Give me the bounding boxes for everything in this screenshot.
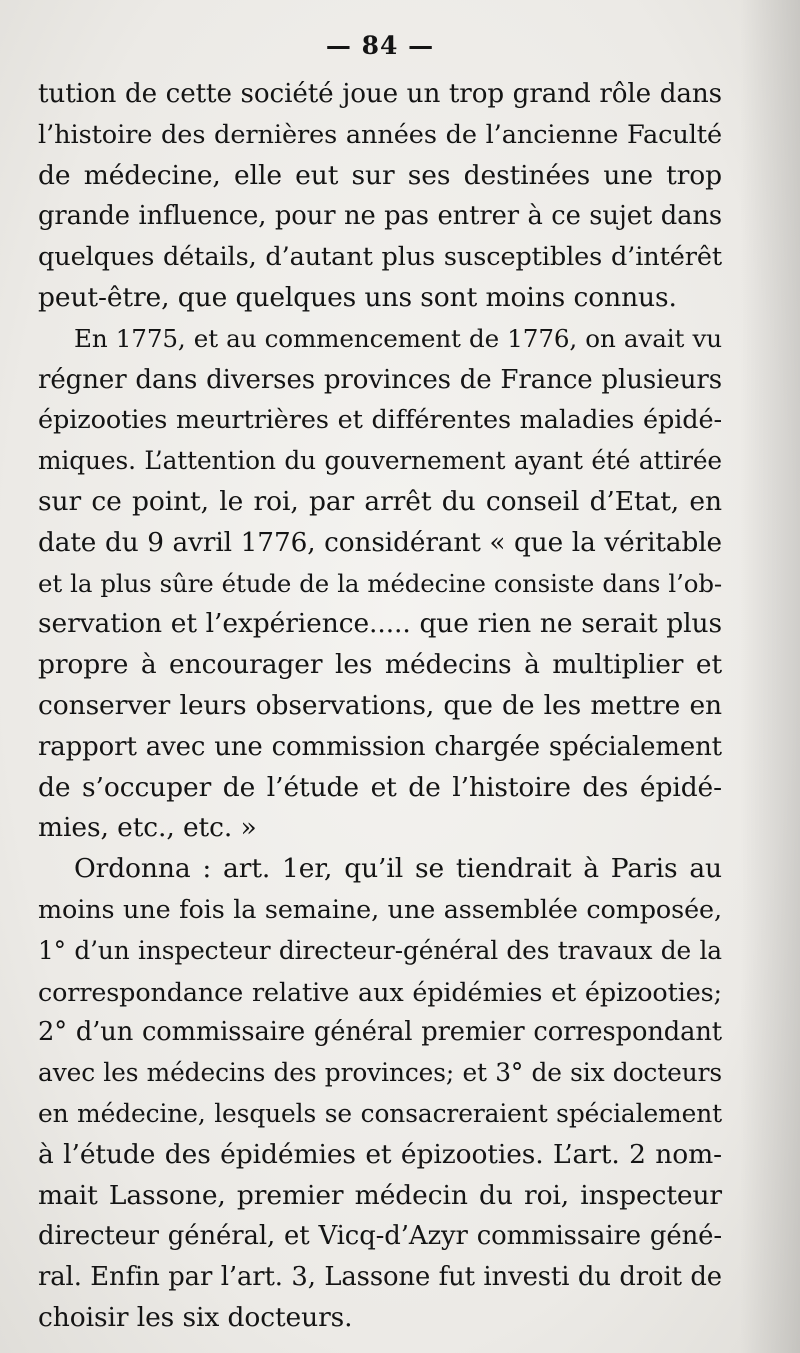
text-line: et la plus sûre étude de la médecine consiste dans l’ob- [38, 568, 722, 598]
text-line: avec les médecins des provinces; et 3° de six docteurs [38, 1058, 722, 1088]
text-line: mait Lassone, premier médecin du roi, inspecteur [38, 1179, 722, 1211]
text-line: En 1775, et au commencement de 1776, on avait vu [74, 323, 722, 353]
text-line: miques. L’attention du gouvernement ayant été attirée [38, 446, 722, 476]
text-line: ral. Enfin par l’art. 3, Lassone fut investi du droit de [38, 1262, 722, 1293]
body-text [38, 74, 722, 1339]
text-line: moins une fois la semaine, une assemblée composée, [38, 894, 722, 925]
text-line: quelques détails, d’autant plus susceptibles d’intérêt [38, 242, 722, 273]
text-line: de médecine, elle eut sur ses destinées une trop [38, 159, 722, 191]
text-line: sur ce point, le roi, par arrêt du conseil d’Etat, en [38, 485, 722, 517]
text-line: directeur général, et Vicq-d’Azyr commissaire géné- [38, 1221, 722, 1252]
text-line: peut-être, que quelques uns sont moins connus. [38, 281, 677, 313]
text-line: servation et l’expérience..... que rien ne serait plus [38, 608, 722, 640]
text-line: Ordonna : art. 1er, qu’il se tiendrait à Paris au [74, 853, 722, 885]
text-line: 2° d’un commissaire général premier correspondant [38, 1017, 722, 1048]
text-line: date du 9 avril 1776, considérant « que la véritable [38, 527, 722, 558]
text-line: 1° d’un inspecteur directeur-général des travaux de la [38, 935, 722, 965]
text-line: grande influence, pour ne pas entrer à ce sujet dans [38, 201, 722, 232]
text-line: propre à encourager les médecins à multiplier et [38, 649, 722, 681]
text-line: à l’étude des épidémies et épizooties. L’art. 2 nom- [38, 1138, 722, 1170]
page-number: — 84 — [325, 31, 435, 60]
text-line: épizooties meurtrières et différentes maladies épidé- [38, 405, 722, 436]
text-line: en médecine, lesquels se consacreraient spécialement [38, 1098, 722, 1128]
text-line: choisir les six docteurs. [38, 1301, 353, 1333]
text-line: régner dans diverses provinces de France plusieurs [38, 364, 722, 395]
text-line: rapport avec une commission chargée spécialement [38, 731, 722, 762]
text-line: mies, etc., etc. » [38, 812, 257, 844]
text-line: correspondance relative aux épidémies et épizooties; [38, 976, 722, 1007]
text-line: l’histoire des dernières années de l’ancienne Faculté [38, 119, 722, 150]
text-line: conserver leurs observations, que de les mettre en [38, 689, 722, 721]
page-edge-shadow [740, 0, 800, 1353]
text-line: tution de cette société joue un trop grand rôle dans [38, 79, 722, 109]
text-line: de s’occuper de l’étude et de l’histoire des épidé- [38, 771, 722, 803]
